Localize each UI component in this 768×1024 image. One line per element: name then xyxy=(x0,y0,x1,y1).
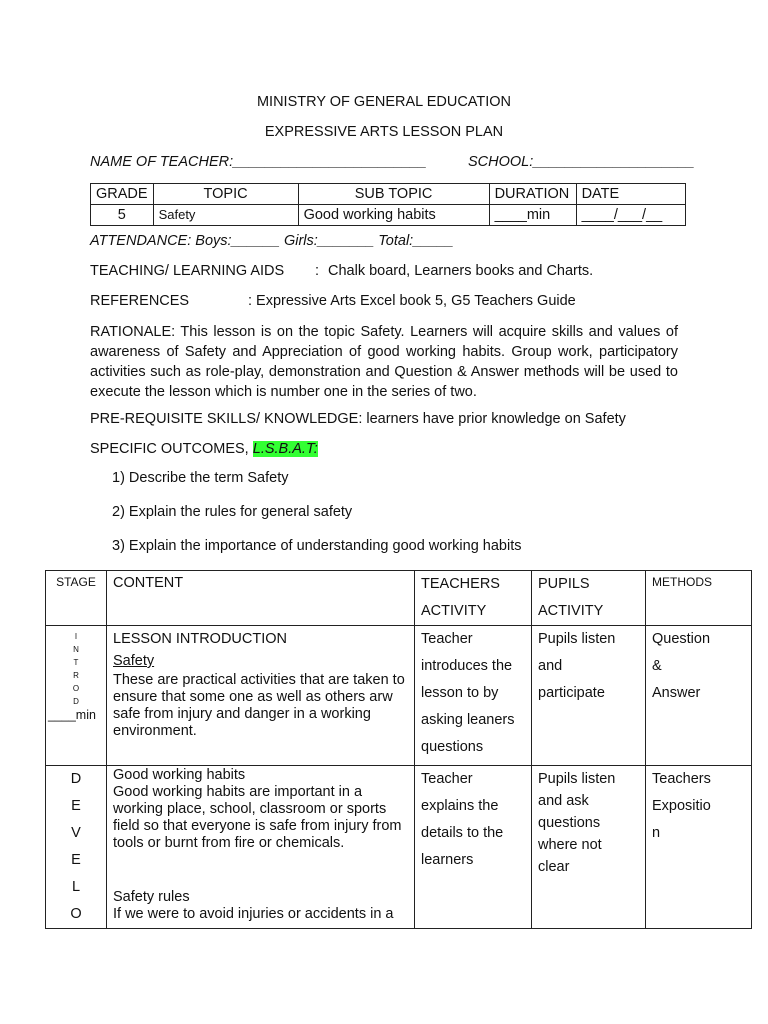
methods-intro-line: Question xyxy=(652,631,711,647)
content-header: CONTENT xyxy=(107,571,415,626)
rationale-label: RATIONALE xyxy=(90,324,172,340)
teachers-activity-header xyxy=(415,571,532,626)
teacher-devel-line: Teacher xyxy=(421,771,473,787)
teacher-intro-line: Teacher xyxy=(421,631,473,647)
stage-letter: N xyxy=(73,645,79,654)
grade-value: 5 xyxy=(91,205,154,226)
stage-letter: E xyxy=(71,852,81,868)
methods-devel-line: Teachers xyxy=(652,771,711,787)
teacher-intro-line: introduces the xyxy=(421,658,513,674)
info-table-row xyxy=(91,205,686,226)
aids-label: TEACHING/ LEARNING AIDS xyxy=(90,263,285,279)
methods-intro-line: & xyxy=(652,658,662,674)
teacher-intro-line: lesson to by xyxy=(421,685,499,701)
table-row xyxy=(46,766,752,929)
stage-letter: O xyxy=(70,906,82,922)
aids-value: Chalk board, Learners books and Charts. xyxy=(328,263,594,279)
safety-rules-heading: Safety rules xyxy=(113,889,190,905)
date-header: DATE xyxy=(576,184,685,205)
topic-header: TOPIC xyxy=(153,184,298,205)
stage-intro-letters xyxy=(48,630,104,708)
intro-subheading: Safety xyxy=(113,653,155,669)
pupils-devel-line: Pupils listen xyxy=(538,771,616,787)
methods-devel-line: Expositio xyxy=(652,798,711,814)
lsbat-highlight: L.S.B.A.T: xyxy=(252,441,318,457)
outcome-item-2: 2) Explain the rules for general safety xyxy=(112,504,353,520)
topic-value: Safety xyxy=(153,205,298,226)
pupils-intro-line: and xyxy=(538,658,563,674)
outcome-item-1: 1) Describe the term Safety xyxy=(112,470,289,486)
duration-header: DURATION xyxy=(489,184,576,205)
lesson-plan-title: EXPRESSIVE ARTS LESSON PLAN xyxy=(264,124,504,140)
aids-colon: : xyxy=(315,263,320,279)
stage-devel-letters xyxy=(46,766,106,928)
stage-letter: D xyxy=(70,771,82,787)
pupils-header-line1: PUPILS xyxy=(538,576,590,592)
teacher-devel-cell xyxy=(415,766,532,929)
content-devel-cell xyxy=(107,766,415,929)
safety-rules-text: If we were to avoid injuries or accidents in a xyxy=(113,906,394,922)
stage-intro-time: ____min xyxy=(48,708,96,722)
subtopic-value: Good working habits xyxy=(298,205,489,226)
methods-devel-cell xyxy=(646,766,752,929)
rationale xyxy=(90,322,678,402)
info-table xyxy=(90,183,686,226)
stage-letter: D xyxy=(73,697,79,706)
subtopic-header: SUB TOPIC xyxy=(298,184,489,205)
stage-letter: O xyxy=(72,684,80,693)
stage-devel-cell xyxy=(46,766,107,929)
methods-intro-line: Answer xyxy=(652,685,701,701)
pupils-devel-line: and ask xyxy=(538,793,589,809)
duration-value: ____min xyxy=(489,205,576,226)
stage-header: STAGE xyxy=(46,571,107,626)
teacher-devel-line: learners xyxy=(421,852,474,868)
pupils-header-line2: ACTIVITY xyxy=(538,603,604,619)
methods-devel-line: n xyxy=(652,825,661,841)
pupils-devel-line: where not xyxy=(538,837,602,853)
pupils-activity-header xyxy=(532,571,646,626)
teacher-intro-line: asking leaners xyxy=(421,712,515,728)
methods-header: METHODS xyxy=(646,571,752,626)
teacher-intro-line: questions xyxy=(421,739,484,755)
outcomes-label: SPECIFIC OUTCOMES, xyxy=(90,441,253,457)
stage-letter: V xyxy=(71,825,81,841)
attendance-values: Boys:______ Girls:_______ Total:_____ xyxy=(191,233,454,249)
pupils-intro-line: participate xyxy=(538,685,605,701)
prerequisite-line xyxy=(90,411,626,427)
devel-heading: Good working habits xyxy=(113,767,246,783)
stage-intro-cell xyxy=(46,626,107,766)
teacher-devel-line: details to the xyxy=(421,825,504,841)
teacher-name-line: NAME OF TEACHER:________________________ xyxy=(90,154,427,170)
teacher-devel-line: explains the xyxy=(421,798,499,814)
devel-text: Good working habits are important in a working place, school, classroom or sports field so that everyone is safe from injury from tools or burnt from fire or chemicals. xyxy=(113,784,402,851)
pupils-intro-line: Pupils listen xyxy=(538,631,616,647)
references-label: REFERENCES xyxy=(90,293,190,309)
prerequisite-value: learners have prior knowledge on Safety xyxy=(362,411,626,427)
attendance-line xyxy=(90,233,454,249)
stage-letter: R xyxy=(73,671,79,680)
stage-letter: E xyxy=(71,798,81,814)
content-intro-cell xyxy=(107,626,415,766)
pupils-devel-line: questions xyxy=(538,815,601,831)
prerequisite-label: PRE-REQUISITE SKILLS/ KNOWLEDGE: xyxy=(90,411,363,427)
intro-heading: LESSON INTRODUCTION xyxy=(113,631,288,647)
rationale-text: : This lesson is on the topic Safety. Learners will acquire skills and values of awareness of Safety and Appreciation of good working habits. Group work, participatory activities such as role-play, demonstration and Question & Answer methods will be used to execute the lesson which is number one in the series of two. xyxy=(90,324,678,400)
lesson-table xyxy=(45,570,752,929)
teachers-header-line2: ACTIVITY xyxy=(421,603,487,619)
outcomes-heading xyxy=(90,441,318,457)
pupils-devel-line: clear xyxy=(538,859,570,875)
stage-letter: I xyxy=(74,632,78,641)
date-value: ____/___/__ xyxy=(576,205,685,226)
grade-header: GRADE xyxy=(91,184,154,205)
teachers-header-line1: TEACHERS xyxy=(421,576,500,592)
methods-intro-cell xyxy=(646,626,752,766)
attendance-label: ATTENDANCE: xyxy=(90,233,192,249)
intro-text: These are practical activities that are taken to ensure that some one as well as others arw safe from injury and danger in a working environment. xyxy=(113,672,405,739)
stage-letter: L xyxy=(71,879,81,895)
info-table-header-row xyxy=(91,184,686,205)
pupils-devel-cell xyxy=(532,766,646,929)
school-line: SCHOOL:____________________ xyxy=(468,154,695,170)
lesson-table-header-row xyxy=(46,571,752,626)
stage-letter: T xyxy=(73,658,79,667)
ministry-title: MINISTRY OF GENERAL EDUCATION xyxy=(256,94,512,110)
references-value: : Expressive Arts Excel book 5, G5 Teachers Guide xyxy=(248,293,576,309)
teacher-intro-cell xyxy=(415,626,532,766)
outcome-item-3: 3) Explain the importance of understanding good working habits xyxy=(112,538,522,554)
pupils-intro-cell xyxy=(532,626,646,766)
table-row xyxy=(46,626,752,766)
